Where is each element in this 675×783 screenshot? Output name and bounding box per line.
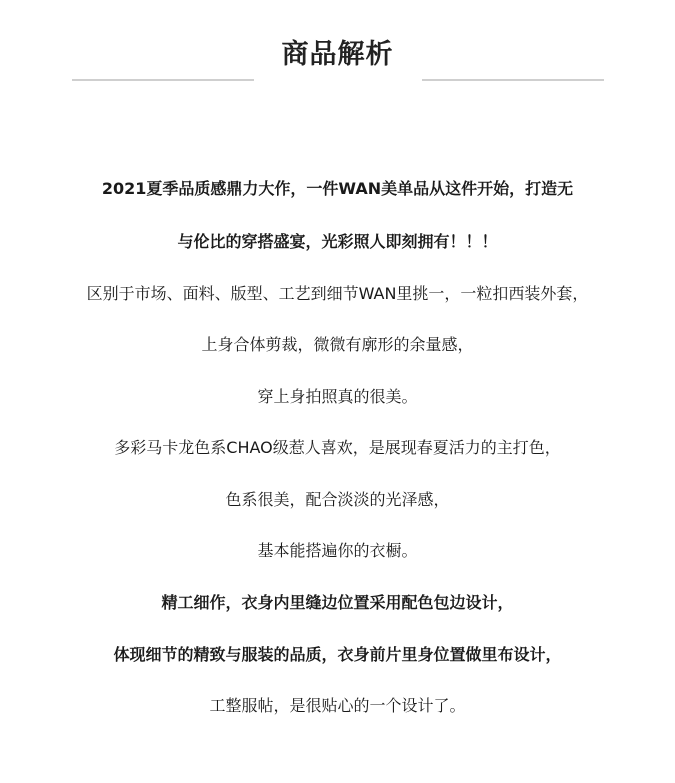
- description-line: 2021夏季品质感鼎力大作，一件WAN美单品从这件开始，打造无: [101, 179, 574, 198]
- description-line: 色系很美，配合淡淡的光泽感，: [225, 490, 450, 509]
- description-line: 上身合体剪裁，微微有廓形的余量感，: [201, 335, 474, 354]
- description-line: 区别于市场、面料、版型、工艺到细节WAN里挑一，一粒扣西装外套，: [86, 284, 589, 303]
- description-line: 体现细节的精致与服装的品质，衣身前片里身位置做里布设计，: [113, 645, 562, 664]
- description-line: 多彩马卡龙色系CHAO级惹人喜欢，是展现春夏活力的主打色，: [114, 438, 561, 457]
- description-line: 基本能搭遍你的衣橱。: [257, 541, 418, 560]
- title-divider-left: [72, 79, 254, 81]
- title-divider-right: [422, 79, 604, 81]
- description-line: 穿上身拍照真的很美。: [257, 387, 418, 406]
- description-line: 与伦比的穿搭盛宴，光彩照人即刻拥有！！！: [177, 232, 498, 251]
- page-title: 商品解析: [281, 39, 394, 70]
- description-line: 工整服帖，是很贴心的一个设计了。: [209, 696, 466, 715]
- description-line: 精工细作，衣身内里缝边位置采用配色包边设计，: [161, 593, 514, 612]
